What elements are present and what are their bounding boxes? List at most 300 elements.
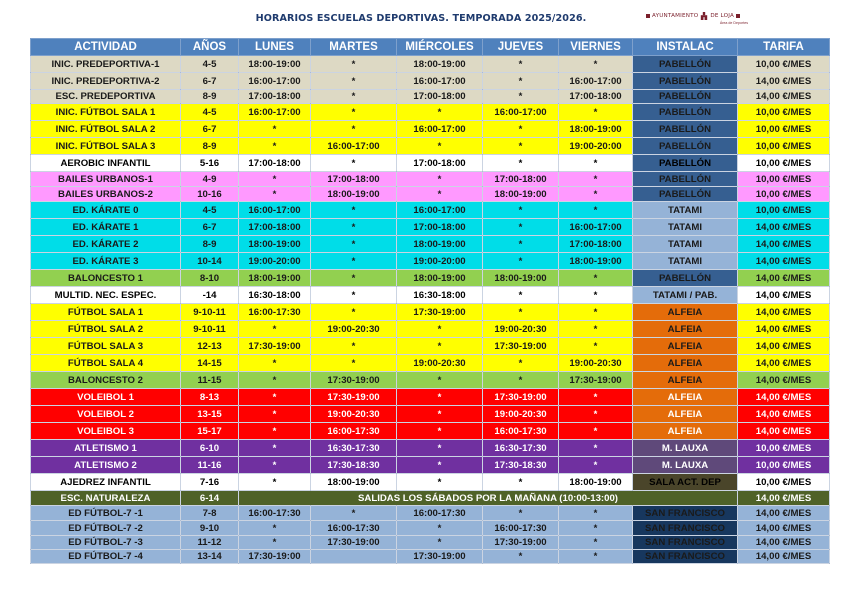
table-row [31,550,830,564]
cell-tarifa: 14,00 €/MES [738,219,830,236]
cell-tarifa: 14,00 €/MES [738,253,830,270]
cell-martes: * [311,104,397,121]
cell-miercoles: 17:30-19:00 [397,550,483,564]
table-row [31,474,830,491]
cell-tarifa: 14,00 €/MES [738,423,830,440]
cell-anos: 4-9 [181,172,239,187]
cell-anos: 8-9 [181,138,239,155]
cell-instalac: PABELLÓN [633,172,738,187]
cell-martes: 16:00-17:00 [311,138,397,155]
cell-martes: * [311,90,397,104]
cell-anos: 11-16 [181,457,239,474]
table-row [31,56,830,73]
cell-martes: 16:00-17:30 [311,521,397,536]
table-row [31,253,830,270]
cell-tarifa: 10,00 €/MES [738,440,830,457]
cell-anos: 13-15 [181,406,239,423]
cell-miercoles: 18:00-19:00 [397,56,483,73]
table-row [31,236,830,253]
cell-actividad: ESC. PREDEPORTIVA [31,90,181,104]
cell-lunes: * [239,474,311,491]
cell-actividad: FÚTBOL SALA 4 [31,355,181,372]
cell-actividad: BAILES URBANOS-1 [31,172,181,187]
cell-martes: * [311,236,397,253]
cell-tarifa: 14,00 €/MES [738,406,830,423]
cell-viernes: * [559,56,633,73]
cell-jueves: * [483,253,559,270]
cell-lunes: 18:00-19:00 [239,56,311,73]
cell-jueves: * [483,474,559,491]
cell-tarifa: 14,00 €/MES [738,90,830,104]
cell-jueves: 18:00-19:00 [483,270,559,287]
cell-actividad: VOLEIBOL 1 [31,389,181,406]
table-row [31,287,830,304]
cell-jueves: * [483,202,559,219]
cell-actividad: INIC. FÚTBOL SALA 1 [31,104,181,121]
col-header-instalac: INSTALAC [633,39,738,56]
cell-viernes: * [559,536,633,550]
cell-instalac: TATAMI [633,236,738,253]
cell-actividad: ATLETISMO 1 [31,440,181,457]
cell-martes: 18:00-19:00 [311,474,397,491]
cell-viernes: 18:00-19:00 [559,253,633,270]
cell-miercoles: * [397,138,483,155]
cell-tarifa: 14,00 €/MES [738,536,830,550]
cell-instalac: SAN FRANCISCO [633,506,738,521]
cell-tarifa: 14,00 €/MES [738,73,830,90]
cell-actividad: ED FÚTBOL-7 -4 [31,550,181,564]
cell-viernes: * [559,550,633,564]
cell-instalac: PABELLÓN [633,73,738,90]
cell-anos: 4-5 [181,202,239,219]
table-row [31,355,830,372]
cell-viernes: 18:00-19:00 [559,474,633,491]
cell-viernes: 19:00-20:00 [559,138,633,155]
col-header-jueves: JUEVES [483,39,559,56]
cell-miercoles: * [397,406,483,423]
cell-martes: * [311,202,397,219]
cell-miercoles: 18:00-19:00 [397,236,483,253]
cell-miercoles: * [397,521,483,536]
cell-actividad: ATLETISMO 2 [31,457,181,474]
table-row [31,406,830,423]
cell-lunes: 17:00-18:00 [239,90,311,104]
cell-anos: 6-7 [181,73,239,90]
col-header-martes: MARTES [311,39,397,56]
cell-lunes: 17:00-18:00 [239,219,311,236]
table-row [31,73,830,90]
cell-viernes: * [559,389,633,406]
cell-lunes: 17:30-19:00 [239,338,311,355]
cell-jueves: 17:30-19:00 [483,338,559,355]
col-header-miercoles: MIÉRCOLES [397,39,483,56]
cell-instalac: PABELLÓN [633,121,738,138]
cell-miercoles: * [397,457,483,474]
cell-miercoles: 16:00-17:00 [397,121,483,138]
cell-tarifa: 14,00 €/MES [738,236,830,253]
cell-viernes: * [559,457,633,474]
cell-martes: 17:30-18:30 [311,457,397,474]
castle-icon [700,12,708,20]
cell-viernes: * [559,104,633,121]
table-row [31,172,830,187]
cell-instalac: TATAMI [633,219,738,236]
cell-actividad: BALONCESTO 1 [31,270,181,287]
cell-anos: 4-5 [181,56,239,73]
logo-text-left: AYUNTAMIENTO [652,13,699,19]
cell-viernes: * [559,172,633,187]
cell-jueves: * [483,73,559,90]
cell-instalac: SAN FRANCISCO [633,536,738,550]
cell-instalac: M. LAUXA [633,440,738,457]
cell-miercoles: * [397,536,483,550]
cell-viernes: * [559,440,633,457]
col-header-viernes: VIERNES [559,39,633,56]
table-row [31,506,830,521]
cell-jueves: 17:30-19:00 [483,389,559,406]
cell-instalac: M. LAUXA [633,457,738,474]
cell-viernes: * [559,506,633,521]
cell-instalac: TATAMI / PAB. [633,287,738,304]
cell-instalac: SAN FRANCISCO [633,521,738,536]
cell-miercoles: 16:00-17:00 [397,202,483,219]
cell-tarifa: 10,00 €/MES [738,104,830,121]
table-row [31,440,830,457]
cell-actividad: ED FÚTBOL-7 -2 [31,521,181,536]
cell-jueves: * [483,219,559,236]
cell-jueves: * [483,56,559,73]
cell-anos: 6-7 [181,219,239,236]
cell-tarifa: 14,00 €/MES [738,270,830,287]
cell-miercoles: * [397,372,483,389]
cell-viernes: * [559,423,633,440]
cell-actividad: ED. KÁRATE 1 [31,219,181,236]
cell-jueves: * [483,355,559,372]
cell-anos: 11-15 [181,372,239,389]
cell-schedule-note: SALIDAS LOS SÁBADOS POR LA MAÑANA (10:00-13:00) [239,491,738,506]
cell-lunes: 16:00-17:30 [239,506,311,521]
cell-anos: 9-10-11 [181,304,239,321]
cell-jueves: * [483,90,559,104]
cell-viernes: * [559,270,633,287]
cell-actividad: FÚTBOL SALA 3 [31,338,181,355]
cell-miercoles: 17:30-19:00 [397,304,483,321]
table-row [31,423,830,440]
cell-viernes: 17:30-19:00 [559,372,633,389]
cell-martes: 16:30-17:30 [311,440,397,457]
cell-instalac: SAN FRANCISCO [633,550,738,564]
cell-actividad: BAILES URBANOS-2 [31,187,181,202]
cell-anos: 6-14 [181,491,239,506]
cell-martes: * [311,73,397,90]
cell-anos: 4-5 [181,104,239,121]
ayuntamiento-logo [646,12,756,32]
cell-tarifa: 14,00 €/MES [738,372,830,389]
cell-anos: 7-8 [181,506,239,521]
cell-jueves: 16:00-17:00 [483,104,559,121]
cell-tarifa: 14,00 €/MES [738,491,830,506]
cell-miercoles: * [397,474,483,491]
table-row [31,338,830,355]
cell-jueves: 17:00-18:00 [483,172,559,187]
cell-instalac: ALFEIA [633,355,738,372]
cell-instalac: ALFEIA [633,304,738,321]
page-title: HORARIOS ESCUELAS DEPORTIVAS. TEMPORADA 2025/2026. [255,13,587,24]
cell-martes: 17:00-18:00 [311,172,397,187]
cell-instalac: ALFEIA [633,372,738,389]
cell-lunes: 16:00-17:30 [239,304,311,321]
cell-viernes: 16:00-17:00 [559,219,633,236]
cell-viernes: 19:00-20:30 [559,355,633,372]
cell-tarifa: 14,00 €/MES [738,355,830,372]
cell-tarifa: 14,00 €/MES [738,287,830,304]
cell-martes: * [311,355,397,372]
cell-jueves: 16:30-17:30 [483,440,559,457]
cell-anos: 7-16 [181,474,239,491]
cell-martes: * [311,304,397,321]
cell-martes: 16:00-17:30 [311,423,397,440]
cell-anos: 6-7 [181,121,239,138]
cell-miercoles: * [397,423,483,440]
cell-actividad: AEROBIC INFANTIL [31,155,181,172]
cell-anos: 10-14 [181,253,239,270]
cell-instalac: ALFEIA [633,338,738,355]
cell-instalac: PABELLÓN [633,90,738,104]
cell-instalac: ALFEIA [633,321,738,338]
table-row [31,521,830,536]
cell-anos: 10-16 [181,187,239,202]
cell-miercoles: 18:00-19:00 [397,270,483,287]
cell-martes: 17:30-19:00 [311,536,397,550]
cell-actividad: ED. KÁRATE 2 [31,236,181,253]
cell-lunes: 18:00-19:00 [239,236,311,253]
cell-jueves: 18:00-19:00 [483,187,559,202]
cell-martes: * [311,56,397,73]
cell-martes: * [311,506,397,521]
table-row [31,491,830,506]
cell-lunes: * [239,389,311,406]
cell-tarifa: 10,00 €/MES [738,202,830,219]
logo-square-icon [736,14,740,18]
cell-lunes: 16:30-18:00 [239,287,311,304]
col-header-tarifa: TARIFA [738,39,830,56]
cell-viernes: 16:00-17:00 [559,73,633,90]
cell-jueves: 19:00-20:30 [483,406,559,423]
table-row [31,155,830,172]
cell-anos: 15-17 [181,423,239,440]
cell-miercoles: * [397,104,483,121]
table-row [31,219,830,236]
cell-instalac: SALA ACT. DEP [633,474,738,491]
table-row [31,138,830,155]
cell-martes [311,550,397,564]
cell-viernes: * [559,202,633,219]
cell-jueves: * [483,550,559,564]
cell-martes: * [311,338,397,355]
cell-miercoles: 16:00-17:30 [397,506,483,521]
cell-actividad: INIC. PREDEPORTIVA-1 [31,56,181,73]
cell-miercoles: 16:30-18:00 [397,287,483,304]
cell-actividad: MULTID. NEC. ESPEC. [31,287,181,304]
cell-viernes: * [559,304,633,321]
cell-lunes: * [239,536,311,550]
cell-instalac: ALFEIA [633,389,738,406]
cell-viernes: * [559,321,633,338]
cell-tarifa: 14,00 €/MES [738,304,830,321]
cell-instalac: PABELLÓN [633,56,738,73]
cell-martes: 18:00-19:00 [311,187,397,202]
cell-jueves: * [483,138,559,155]
cell-miercoles: 17:00-18:00 [397,155,483,172]
cell-anos: 13-14 [181,550,239,564]
cell-miercoles: * [397,389,483,406]
cell-lunes: 17:30-19:00 [239,550,311,564]
cell-tarifa: 10,00 €/MES [738,474,830,491]
cell-anos: 9-10 [181,521,239,536]
cell-anos: -14 [181,287,239,304]
cell-jueves: 16:00-17:30 [483,521,559,536]
table-row [31,536,830,550]
cell-martes: * [311,270,397,287]
cell-jueves: 19:00-20:30 [483,321,559,338]
cell-tarifa: 10,00 €/MES [738,155,830,172]
cell-martes: * [311,219,397,236]
cell-lunes: * [239,172,311,187]
cell-actividad: ED. KÁRATE 3 [31,253,181,270]
table-row [31,270,830,287]
logo-text-right: DE LOJA [710,13,735,19]
cell-viernes: 17:00-18:00 [559,90,633,104]
cell-instalac: ALFEIA [633,406,738,423]
logo-square-icon [646,14,650,18]
cell-tarifa: 10,00 €/MES [738,457,830,474]
cell-jueves: * [483,506,559,521]
cell-anos: 8-13 [181,389,239,406]
cell-jueves: * [483,121,559,138]
cell-actividad: VOLEIBOL 3 [31,423,181,440]
cell-lunes: * [239,372,311,389]
cell-miercoles: 17:00-18:00 [397,90,483,104]
table-row [31,90,830,104]
cell-jueves: * [483,304,559,321]
cell-anos: 6-10 [181,440,239,457]
cell-instalac: PABELLÓN [633,104,738,121]
cell-tarifa: 14,00 €/MES [738,338,830,355]
cell-tarifa: 10,00 €/MES [738,56,830,73]
cell-jueves: * [483,372,559,389]
cell-jueves: 17:30-18:30 [483,457,559,474]
cell-viernes: 18:00-19:00 [559,121,633,138]
cell-viernes: * [559,187,633,202]
cell-anos: 12-13 [181,338,239,355]
cell-actividad: AJEDREZ INFANTIL [31,474,181,491]
cell-lunes: 17:00-18:00 [239,155,311,172]
cell-miercoles: * [397,321,483,338]
table-row [31,389,830,406]
cell-viernes: * [559,406,633,423]
cell-lunes: * [239,187,311,202]
cell-martes: 17:30-19:00 [311,372,397,389]
cell-actividad: ED FÚTBOL-7 -3 [31,536,181,550]
cell-anos: 14-15 [181,355,239,372]
cell-jueves: * [483,287,559,304]
cell-actividad: FÚTBOL SALA 2 [31,321,181,338]
col-header-anos: AÑOS [181,39,239,56]
cell-miercoles: 19:00-20:00 [397,253,483,270]
cell-anos: 8-9 [181,90,239,104]
cell-jueves: * [483,236,559,253]
cell-lunes: 16:00-17:00 [239,73,311,90]
cell-actividad: BALONCESTO 2 [31,372,181,389]
cell-lunes: * [239,521,311,536]
cell-lunes: * [239,355,311,372]
table-row [31,321,830,338]
cell-anos: 11-12 [181,536,239,550]
table-header-row [31,39,830,56]
cell-tarifa: 14,00 €/MES [738,321,830,338]
schedule-table [30,38,830,564]
table-row [31,121,830,138]
cell-anos: 5-16 [181,155,239,172]
cell-tarifa: 14,00 €/MES [738,389,830,406]
table-row [31,304,830,321]
col-header-lunes: LUNES [239,39,311,56]
cell-miercoles: * [397,172,483,187]
table-row [31,187,830,202]
cell-miercoles: 19:00-20:30 [397,355,483,372]
cell-jueves: 16:00-17:30 [483,423,559,440]
cell-actividad: INIC. FÚTBOL SALA 2 [31,121,181,138]
cell-lunes: * [239,321,311,338]
table-row [31,202,830,219]
cell-anos: 8-10 [181,270,239,287]
cell-jueves: * [483,155,559,172]
cell-lunes: 16:00-17:00 [239,202,311,219]
cell-miercoles: * [397,440,483,457]
cell-tarifa: 10,00 €/MES [738,138,830,155]
cell-actividad: ED FÚTBOL-7 -1 [31,506,181,521]
cell-martes: 19:00-20:30 [311,406,397,423]
cell-jueves: 17:30-19:00 [483,536,559,550]
cell-actividad: FÚTBOL SALA 1 [31,304,181,321]
cell-lunes: * [239,457,311,474]
cell-instalac: PABELLÓN [633,155,738,172]
cell-viernes: 17:00-18:00 [559,236,633,253]
cell-miercoles: * [397,187,483,202]
cell-miercoles: * [397,338,483,355]
cell-tarifa: 10,00 €/MES [738,121,830,138]
table-row [31,104,830,121]
cell-instalac: ALFEIA [633,423,738,440]
cell-actividad: INIC. PREDEPORTIVA-2 [31,73,181,90]
cell-lunes: 16:00-17:00 [239,104,311,121]
cell-martes: 19:00-20:30 [311,321,397,338]
col-header-actividad: ACTIVIDAD [31,39,181,56]
cell-lunes: * [239,121,311,138]
cell-lunes: 19:00-20:00 [239,253,311,270]
cell-tarifa: 10,00 €/MES [738,172,830,187]
cell-tarifa: 14,00 €/MES [738,550,830,564]
cell-viernes: * [559,155,633,172]
cell-anos: 8-9 [181,236,239,253]
cell-martes: * [311,155,397,172]
cell-lunes: * [239,423,311,440]
cell-lunes: * [239,406,311,423]
cell-instalac: TATAMI [633,253,738,270]
cell-miercoles: 17:00-18:00 [397,219,483,236]
cell-viernes: * [559,338,633,355]
cell-instalac: PABELLÓN [633,270,738,287]
